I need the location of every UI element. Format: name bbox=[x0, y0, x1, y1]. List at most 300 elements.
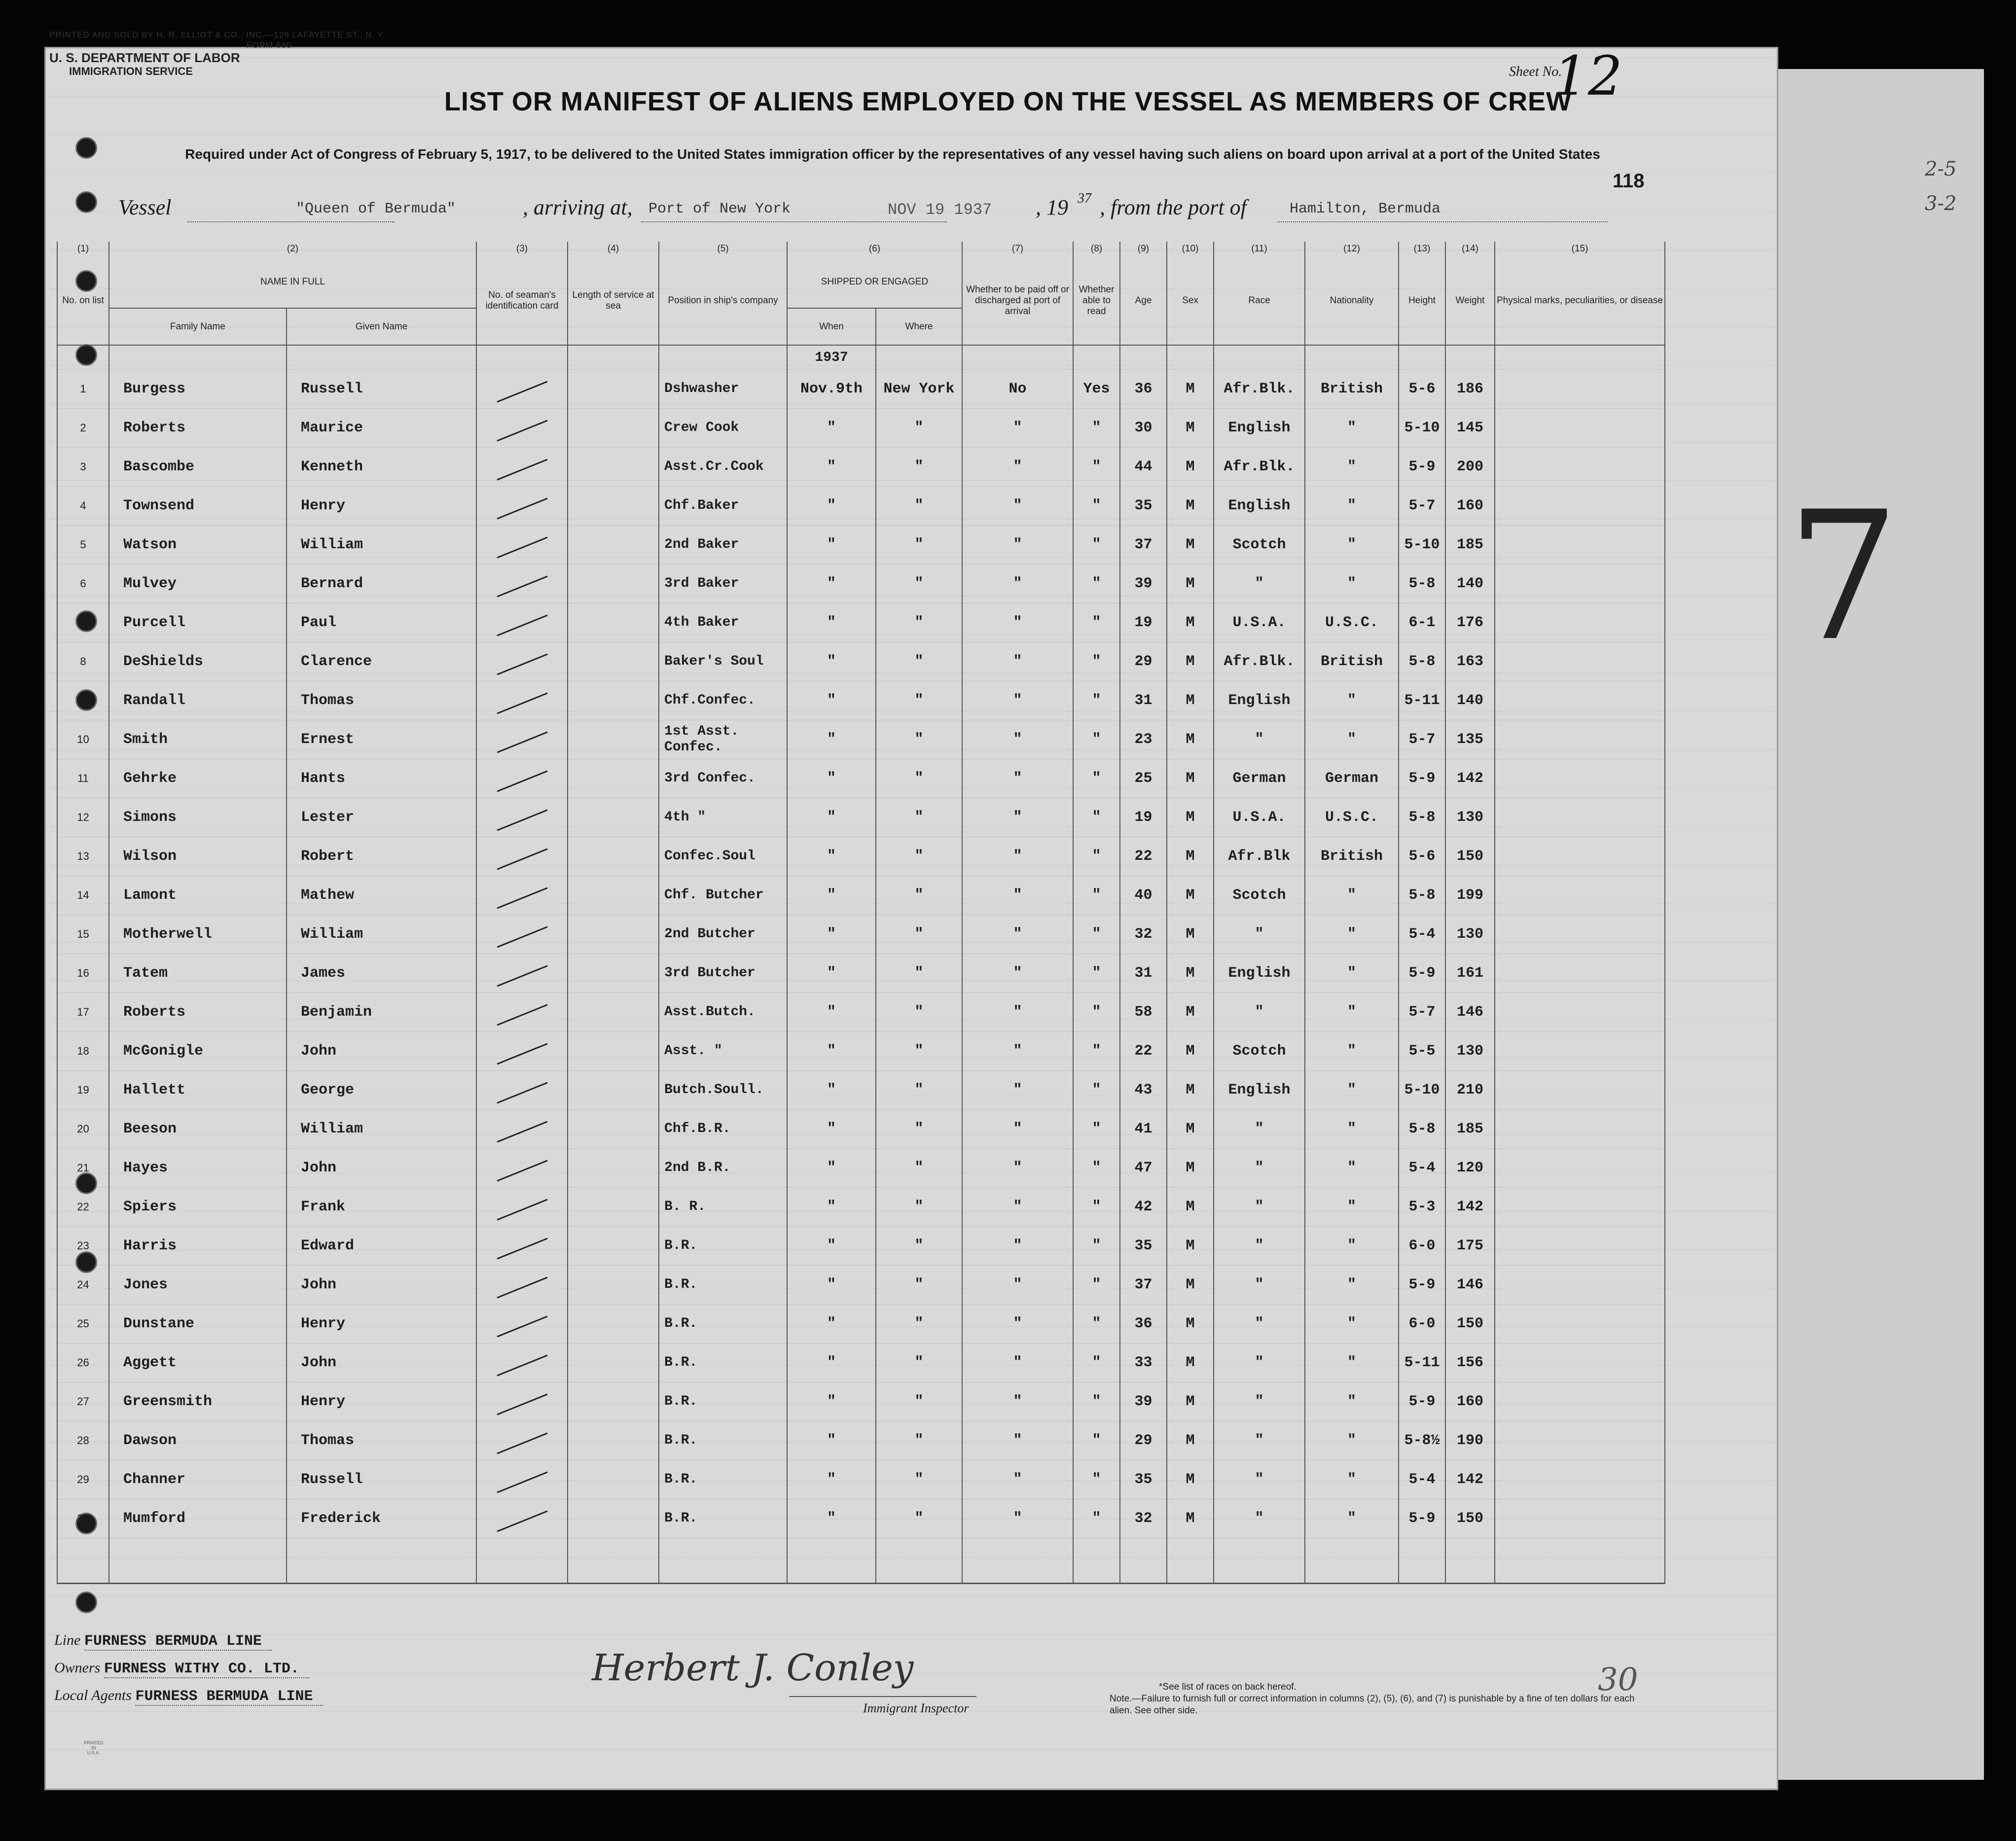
position: Asst. " bbox=[659, 1032, 787, 1071]
able-to-read: Yes bbox=[1073, 370, 1120, 409]
given-name: John bbox=[287, 1344, 476, 1382]
tick-mark bbox=[497, 1433, 547, 1454]
able-to-read: " bbox=[1073, 1227, 1120, 1266]
age: 23 bbox=[1120, 720, 1167, 759]
tick-mark bbox=[497, 887, 547, 909]
length-of-service bbox=[568, 565, 659, 603]
position: 2nd Butcher bbox=[659, 915, 787, 954]
shipped-when: " bbox=[787, 487, 876, 526]
crew-row bbox=[57, 487, 1665, 526]
sex: M bbox=[1167, 642, 1214, 681]
sex: M bbox=[1167, 720, 1214, 759]
tick-mark bbox=[497, 1355, 547, 1377]
header-row-top bbox=[57, 256, 1665, 308]
family-name: Spiers bbox=[109, 1188, 287, 1227]
sex: M bbox=[1167, 1032, 1214, 1071]
nationality: U.S.C. bbox=[1305, 603, 1399, 642]
sex: M bbox=[1167, 915, 1214, 954]
shipped-where: " bbox=[876, 1460, 962, 1499]
crew-count: 30 bbox=[1598, 1662, 1638, 1698]
shipped-when: " bbox=[787, 1382, 876, 1421]
shipped-when: " bbox=[787, 837, 876, 876]
nationality: " bbox=[1305, 1266, 1399, 1305]
weight: 185 bbox=[1445, 526, 1495, 565]
given-name: Clarence bbox=[287, 642, 476, 681]
shipped-when: " bbox=[787, 642, 876, 681]
weight: 190 bbox=[1445, 1421, 1495, 1460]
tick-mark bbox=[497, 1004, 547, 1026]
nationality: " bbox=[1305, 1188, 1399, 1227]
fill-line bbox=[1277, 221, 1608, 222]
paid-off: " bbox=[962, 1188, 1073, 1227]
length-of-service bbox=[568, 1305, 659, 1344]
shipped-when: " bbox=[787, 876, 876, 915]
nationality: " bbox=[1305, 1110, 1399, 1149]
shipped-when: " bbox=[787, 526, 876, 565]
seaman-card-tick bbox=[476, 993, 568, 1032]
height: 5-7 bbox=[1399, 487, 1445, 526]
height: 5-9 bbox=[1399, 448, 1445, 487]
weight: 210 bbox=[1445, 1071, 1495, 1110]
shipped-where: " bbox=[876, 837, 962, 876]
nationality: British bbox=[1305, 642, 1399, 681]
header-age: Age bbox=[1120, 256, 1167, 345]
family-name: Tatem bbox=[109, 954, 287, 993]
seaman-card-tick bbox=[476, 1266, 568, 1305]
crew-row bbox=[57, 1149, 1665, 1188]
race: " bbox=[1214, 1499, 1305, 1538]
race: " bbox=[1214, 1305, 1305, 1344]
shipped-where: " bbox=[876, 681, 962, 720]
height: 5-4 bbox=[1399, 1149, 1445, 1188]
sex: M bbox=[1167, 409, 1214, 448]
paid-off: " bbox=[962, 1149, 1073, 1188]
able-to-read: " bbox=[1073, 993, 1120, 1032]
length-of-service bbox=[568, 1460, 659, 1499]
tick-mark bbox=[497, 1043, 547, 1065]
height: 6-0 bbox=[1399, 1305, 1445, 1344]
shipped-when: " bbox=[787, 681, 876, 720]
seaman-card-tick bbox=[476, 720, 568, 759]
age: 37 bbox=[1120, 526, 1167, 565]
crew-row bbox=[57, 526, 1665, 565]
physical-marks bbox=[1495, 1032, 1665, 1071]
shipped-when: " bbox=[787, 1499, 876, 1538]
paid-off: " bbox=[962, 915, 1073, 954]
weight: 130 bbox=[1445, 915, 1495, 954]
shipped-when: " bbox=[787, 1149, 876, 1188]
list-number: 13 bbox=[57, 837, 109, 876]
paid-off: " bbox=[962, 1421, 1073, 1460]
race: Scotch bbox=[1214, 1032, 1305, 1071]
race: English bbox=[1214, 681, 1305, 720]
shipped-where: " bbox=[876, 1227, 962, 1266]
seaman-card-tick bbox=[476, 1071, 568, 1110]
position: B.R. bbox=[659, 1382, 787, 1421]
nationality: " bbox=[1305, 1071, 1399, 1110]
able-to-read: " bbox=[1073, 448, 1120, 487]
sex: M bbox=[1167, 1499, 1214, 1538]
tick-mark bbox=[497, 1277, 547, 1299]
col-number: (2) bbox=[109, 242, 476, 256]
age: 47 bbox=[1120, 1149, 1167, 1188]
age: 19 bbox=[1120, 798, 1167, 837]
given-name: John bbox=[287, 1266, 476, 1305]
tick-mark bbox=[497, 459, 547, 481]
length-of-service bbox=[568, 487, 659, 526]
family-name: Purcell bbox=[109, 603, 287, 642]
length-of-service bbox=[568, 798, 659, 837]
shipped-where: " bbox=[876, 993, 962, 1032]
col-number: (3) bbox=[476, 242, 568, 256]
family-name: Randall bbox=[109, 681, 287, 720]
paid-off: " bbox=[962, 1071, 1073, 1110]
able-to-read: " bbox=[1073, 915, 1120, 954]
physical-marks bbox=[1495, 954, 1665, 993]
position: Baker's Soul bbox=[659, 642, 787, 681]
length-of-service bbox=[568, 837, 659, 876]
crew-row bbox=[57, 837, 1665, 876]
length-of-service bbox=[568, 1499, 659, 1538]
physical-marks bbox=[1495, 1421, 1665, 1460]
col-number: (8) bbox=[1073, 242, 1120, 256]
tick-mark bbox=[497, 1394, 547, 1416]
weight: 160 bbox=[1445, 487, 1495, 526]
age: 36 bbox=[1120, 370, 1167, 409]
shipped-where: " bbox=[876, 526, 962, 565]
shipped-when: " bbox=[787, 1188, 876, 1227]
length-of-service bbox=[568, 1071, 659, 1110]
family-name: Bascombe bbox=[109, 448, 287, 487]
crew-row bbox=[57, 448, 1665, 487]
shipped-where: " bbox=[876, 915, 962, 954]
able-to-read: " bbox=[1073, 1032, 1120, 1071]
shipped-where: " bbox=[876, 603, 962, 642]
position: Chf.B.R. bbox=[659, 1110, 787, 1149]
physical-marks bbox=[1495, 837, 1665, 876]
list-number: 22 bbox=[57, 1188, 109, 1227]
crew-row bbox=[57, 876, 1665, 915]
paid-off: " bbox=[962, 642, 1073, 681]
position: 3rd Baker bbox=[659, 565, 787, 603]
race: English bbox=[1214, 954, 1305, 993]
family-name: Mulvey bbox=[109, 565, 287, 603]
signature-line bbox=[789, 1696, 976, 1697]
seaman-card-tick bbox=[476, 1344, 568, 1382]
family-name: Hayes bbox=[109, 1149, 287, 1188]
able-to-read: " bbox=[1073, 526, 1120, 565]
list-number: 28 bbox=[57, 1421, 109, 1460]
length-of-service bbox=[568, 1266, 659, 1305]
tick-mark bbox=[497, 576, 547, 598]
seaman-card-tick bbox=[476, 1305, 568, 1344]
age: 33 bbox=[1120, 1344, 1167, 1382]
position: Dshwasher bbox=[659, 370, 787, 409]
given-name: James bbox=[287, 954, 476, 993]
crew-row bbox=[57, 681, 1665, 720]
given-name: William bbox=[287, 526, 476, 565]
tick-mark bbox=[497, 1160, 547, 1182]
owners-label: Owners bbox=[54, 1660, 101, 1676]
sheet-number: 12 bbox=[1553, 44, 1622, 107]
race: Afr.Blk. bbox=[1214, 370, 1305, 409]
col-number: (7) bbox=[962, 242, 1073, 256]
physical-marks bbox=[1495, 1110, 1665, 1149]
list-number: 2 bbox=[57, 409, 109, 448]
list-number: 19 bbox=[57, 1071, 109, 1110]
position: B.R. bbox=[659, 1227, 787, 1266]
tick-mark bbox=[497, 1316, 547, 1338]
paid-off: " bbox=[962, 993, 1073, 1032]
header-height: Height bbox=[1399, 256, 1445, 345]
weight: 142 bbox=[1445, 759, 1495, 798]
position: B.R. bbox=[659, 1421, 787, 1460]
shipped-when: " bbox=[787, 1266, 876, 1305]
position: 3rd Confec. bbox=[659, 759, 787, 798]
height: 5-10 bbox=[1399, 526, 1445, 565]
race: English bbox=[1214, 1071, 1305, 1110]
family-name: Roberts bbox=[109, 993, 287, 1032]
seaman-card-tick bbox=[476, 1460, 568, 1499]
nationality: " bbox=[1305, 1499, 1399, 1538]
position: 1st Asst. Confec. bbox=[659, 720, 787, 759]
physical-marks bbox=[1495, 526, 1665, 565]
race: " bbox=[1214, 915, 1305, 954]
form-number: FORM 680 bbox=[247, 40, 292, 50]
seaman-card-tick bbox=[476, 565, 568, 603]
nationality: " bbox=[1305, 1460, 1399, 1499]
shipped-when: " bbox=[787, 1344, 876, 1382]
position: Confec.Soul bbox=[659, 837, 787, 876]
physical-marks bbox=[1495, 1382, 1665, 1421]
family-name: Channer bbox=[109, 1460, 287, 1499]
list-number: 24 bbox=[57, 1266, 109, 1305]
tick-mark bbox=[497, 771, 547, 792]
list-number: 17 bbox=[57, 993, 109, 1032]
race: " bbox=[1214, 1227, 1305, 1266]
able-to-read: " bbox=[1073, 642, 1120, 681]
shipped-when: " bbox=[787, 1421, 876, 1460]
physical-marks bbox=[1495, 565, 1665, 603]
col-number: (12) bbox=[1305, 242, 1399, 256]
seaman-card-tick bbox=[476, 409, 568, 448]
race: " bbox=[1214, 1460, 1305, 1499]
shipped-when: " bbox=[787, 798, 876, 837]
header-sex: Sex bbox=[1167, 256, 1214, 345]
header-where: Where bbox=[876, 308, 962, 345]
sex: M bbox=[1167, 1305, 1214, 1344]
list-number: 23 bbox=[57, 1227, 109, 1266]
list-number: 27 bbox=[57, 1382, 109, 1421]
able-to-read: " bbox=[1073, 1305, 1120, 1344]
physical-marks bbox=[1495, 720, 1665, 759]
sex: M bbox=[1167, 448, 1214, 487]
given-name: Kenneth bbox=[287, 448, 476, 487]
family-name: Greensmith bbox=[109, 1382, 287, 1421]
race: " bbox=[1214, 1188, 1305, 1227]
paid-off: " bbox=[962, 565, 1073, 603]
header-shipped-engaged: SHIPPED OR ENGAGED bbox=[787, 256, 962, 308]
physical-marks bbox=[1495, 1071, 1665, 1110]
owners-row bbox=[54, 1660, 309, 1677]
year-cell: 1937 bbox=[787, 345, 876, 370]
col-number: (6) bbox=[787, 242, 962, 256]
list-number: 12 bbox=[57, 798, 109, 837]
length-of-service bbox=[568, 1110, 659, 1149]
arrival-date-stamp: NOV 19 1937 bbox=[888, 201, 992, 219]
given-name: Russell bbox=[287, 1460, 476, 1499]
physical-marks bbox=[1495, 915, 1665, 954]
family-name: McGonigle bbox=[109, 1032, 287, 1071]
weight: 130 bbox=[1445, 1032, 1495, 1071]
paid-off: " bbox=[962, 1227, 1073, 1266]
sex: M bbox=[1167, 1071, 1214, 1110]
sex: M bbox=[1167, 798, 1214, 837]
paid-off: " bbox=[962, 526, 1073, 565]
paid-off: " bbox=[962, 1460, 1073, 1499]
able-to-read: " bbox=[1073, 759, 1120, 798]
paid-off: " bbox=[962, 1110, 1073, 1149]
position: B.R. bbox=[659, 1266, 787, 1305]
given-name: Henry bbox=[287, 1382, 476, 1421]
header-name-in-full: NAME IN FULL bbox=[109, 256, 476, 308]
age: 35 bbox=[1120, 1227, 1167, 1266]
family-name: Aggett bbox=[109, 1344, 287, 1382]
family-name: Burgess bbox=[109, 370, 287, 409]
height: 5-8 bbox=[1399, 1110, 1445, 1149]
tick-mark bbox=[497, 1238, 547, 1260]
shipped-where: " bbox=[876, 1305, 962, 1344]
age: 39 bbox=[1120, 565, 1167, 603]
punch-hole bbox=[75, 137, 97, 159]
physical-marks bbox=[1495, 876, 1665, 915]
nationality: " bbox=[1305, 1305, 1399, 1344]
length-of-service bbox=[568, 1188, 659, 1227]
header-weight: Weight bbox=[1445, 256, 1495, 345]
weight: 150 bbox=[1445, 837, 1495, 876]
header-length-service: Length of service at sea bbox=[568, 256, 659, 345]
length-of-service bbox=[568, 915, 659, 954]
age: 35 bbox=[1120, 487, 1167, 526]
seaman-card-tick bbox=[476, 837, 568, 876]
able-to-read: " bbox=[1073, 487, 1120, 526]
age: 25 bbox=[1120, 759, 1167, 798]
owners-value: FURNESS WITHY CO. LTD. bbox=[104, 1661, 309, 1678]
able-to-read: " bbox=[1073, 876, 1120, 915]
nationality: " bbox=[1305, 1227, 1399, 1266]
physical-marks bbox=[1495, 759, 1665, 798]
nationality: " bbox=[1305, 526, 1399, 565]
header-nationality: Nationality bbox=[1305, 256, 1399, 345]
height: 5-8 bbox=[1399, 876, 1445, 915]
weight: 186 bbox=[1445, 370, 1495, 409]
family-name: Wilson bbox=[109, 837, 287, 876]
shipped-where: " bbox=[876, 487, 962, 526]
inspector-signature: Herbert J. Conley bbox=[592, 1647, 914, 1689]
list-number: 5 bbox=[57, 526, 109, 565]
age: 36 bbox=[1120, 1305, 1167, 1344]
tick-mark bbox=[497, 498, 547, 520]
paid-off: " bbox=[962, 720, 1073, 759]
given-name: George bbox=[287, 1071, 476, 1110]
able-to-read: " bbox=[1073, 1110, 1120, 1149]
length-of-service bbox=[568, 1032, 659, 1071]
header-given-name: Given Name bbox=[287, 308, 476, 345]
able-to-read: " bbox=[1073, 1460, 1120, 1499]
physical-marks bbox=[1495, 1188, 1665, 1227]
length-of-service bbox=[568, 370, 659, 409]
handwritten-mark: 7 bbox=[1787, 473, 1900, 680]
year-row bbox=[57, 345, 1665, 370]
able-to-read: " bbox=[1073, 1382, 1120, 1421]
position: Chf.Confec. bbox=[659, 681, 787, 720]
line-label: Line bbox=[54, 1632, 81, 1648]
col-number: (11) bbox=[1214, 242, 1305, 256]
able-to-read: " bbox=[1073, 954, 1120, 993]
shipped-when: " bbox=[787, 603, 876, 642]
shipped-where: " bbox=[876, 1032, 962, 1071]
shipped-when: " bbox=[787, 1305, 876, 1344]
length-of-service bbox=[568, 954, 659, 993]
length-of-service bbox=[568, 1382, 659, 1421]
sex: M bbox=[1167, 1227, 1214, 1266]
able-to-read: " bbox=[1073, 837, 1120, 876]
age: 32 bbox=[1120, 1499, 1167, 1538]
crew-row bbox=[57, 565, 1665, 603]
nationality: " bbox=[1305, 876, 1399, 915]
weight: 142 bbox=[1445, 1188, 1495, 1227]
position: Crew Cook bbox=[659, 409, 787, 448]
list-number: 4 bbox=[57, 487, 109, 526]
shipped-when: " bbox=[787, 1071, 876, 1110]
crew-row bbox=[57, 1110, 1665, 1149]
printer-line: PRINTED AND SOLD BY H. R. ELLIOT & CO., INC.—129 LAFAYETTE ST., N. Y. bbox=[49, 30, 386, 39]
shipped-where: " bbox=[876, 1149, 962, 1188]
given-name: Henry bbox=[287, 1305, 476, 1344]
nationality: " bbox=[1305, 993, 1399, 1032]
sex: M bbox=[1167, 681, 1214, 720]
given-name: Frederick bbox=[287, 1499, 476, 1538]
position: Butch.Soull. bbox=[659, 1071, 787, 1110]
shipped-where: " bbox=[876, 1421, 962, 1460]
paid-off: " bbox=[962, 837, 1073, 876]
length-of-service bbox=[568, 1227, 659, 1266]
shipped-where: " bbox=[876, 759, 962, 798]
family-name: Jones bbox=[109, 1266, 287, 1305]
able-to-read: " bbox=[1073, 603, 1120, 642]
shipped-when: Nov.9th bbox=[787, 370, 876, 409]
nationality: " bbox=[1305, 565, 1399, 603]
age: 35 bbox=[1120, 1460, 1167, 1499]
given-name: William bbox=[287, 915, 476, 954]
paid-off: " bbox=[962, 876, 1073, 915]
given-name: Edward bbox=[287, 1227, 476, 1266]
paid-off: " bbox=[962, 681, 1073, 720]
position: B. R. bbox=[659, 1188, 787, 1227]
family-name: Harris bbox=[109, 1227, 287, 1266]
age: 32 bbox=[1120, 915, 1167, 954]
tick-mark bbox=[497, 965, 547, 987]
physical-marks bbox=[1495, 993, 1665, 1032]
family-name: Mumford bbox=[109, 1499, 287, 1538]
position: Chf.Baker bbox=[659, 487, 787, 526]
sheet-label: Sheet No. bbox=[1509, 64, 1562, 79]
height: 5-10 bbox=[1399, 409, 1445, 448]
sex: M bbox=[1167, 837, 1214, 876]
height: 5-8 bbox=[1399, 565, 1445, 603]
nationality: " bbox=[1305, 1032, 1399, 1071]
seaman-card-tick bbox=[476, 1188, 568, 1227]
